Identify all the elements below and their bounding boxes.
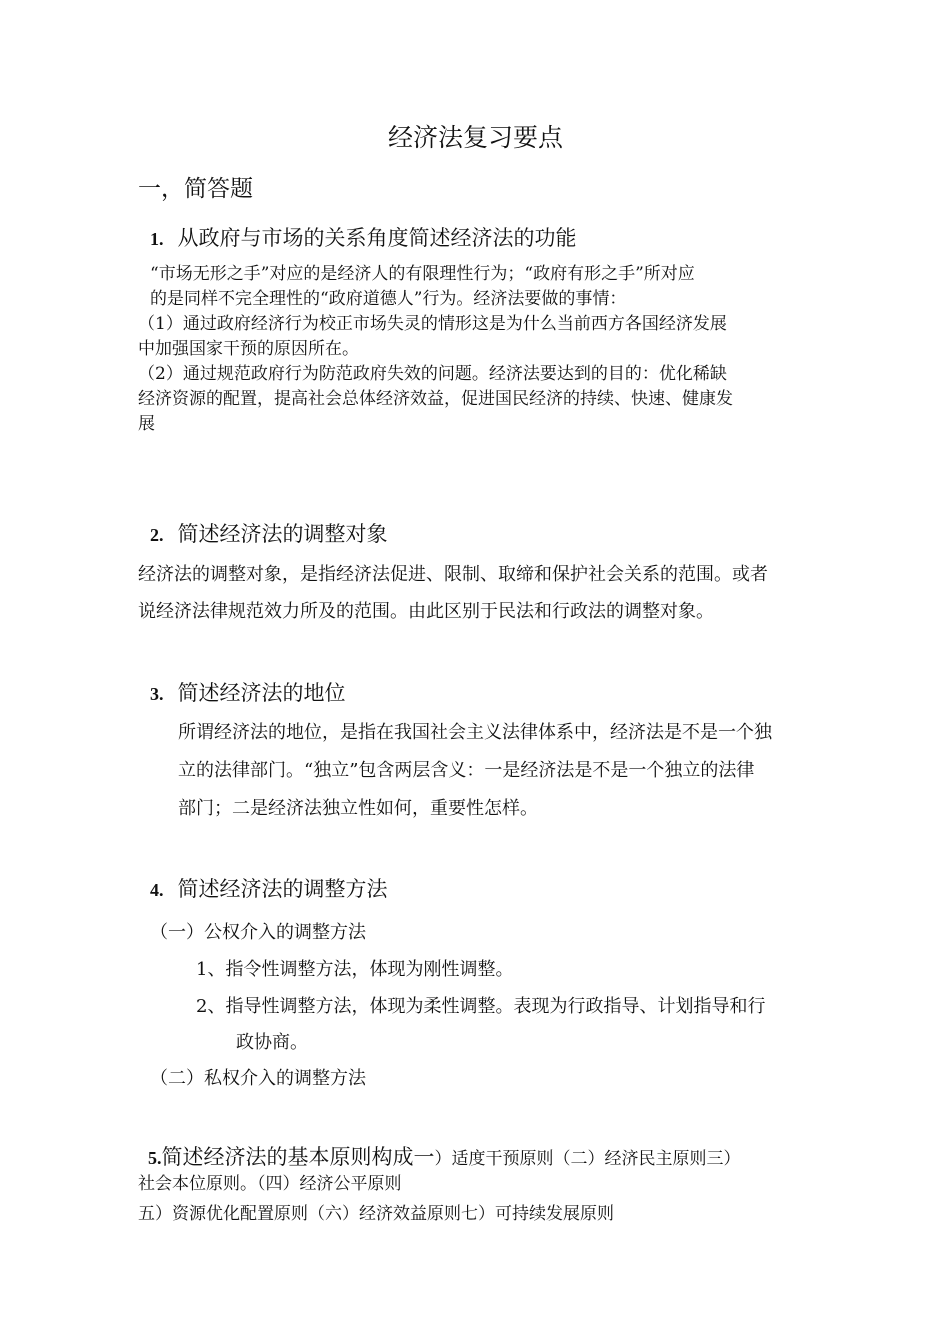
question-5-line-1-rest: ）适度干预原则（二）经济民主原则三）: [434, 1149, 741, 1169]
question-5-line-1: [148, 1141, 741, 1171]
question-4-heading: [150, 873, 388, 903]
question-1-heading: [150, 222, 577, 252]
q2-line: 说经济法律规范效力所及的范围。由此区别于民法和行政法的调整对象。: [138, 601, 714, 622]
question-2-number: 2.: [150, 525, 164, 545]
question-1-title: 从政府与市场的关系角度简述经济法的功能: [177, 226, 577, 250]
q1-line: “市场无形之手”对应的是经济人的有限理性行为；“政府有形之手”所对应: [150, 264, 695, 284]
question-5-line-3: 五）资源优化配置原则（六）经济效益原则七）可持续发展原则: [138, 1204, 614, 1224]
question-2-heading: [150, 518, 388, 548]
q1-line: 经济资源的配置，提高社会总体经济效益，促进国民经济的持续、快速、健康发: [138, 389, 733, 409]
question-5-number: 5.: [148, 1148, 162, 1168]
question-1-number: 1.: [150, 229, 164, 249]
q4-subheading-2: （二）私权介入的调整方法: [150, 1068, 366, 1089]
question-3-number: 3.: [150, 684, 164, 704]
question-4-number: 4.: [150, 880, 164, 900]
q3-line: 部门；二是经济法独立性如何，重要性怎样。: [178, 798, 538, 819]
question-3-heading: [150, 677, 346, 707]
question-5-title: 简述经济法的基本原则构成一: [161, 1145, 435, 1169]
page-title: 经济法复习要点: [388, 123, 564, 152]
q1-line: 展: [138, 414, 155, 434]
q3-line: 所谓经济法的地位，是指在我国社会主义法律体系中，经济法是不是一个独: [178, 722, 772, 743]
q1-line: 中加强国家干预的原因所在。: [138, 339, 359, 359]
section-heading: 一，简答题: [138, 176, 253, 202]
q4-item-1: 1、指令性调整方法，体现为刚性调整。: [196, 959, 514, 980]
question-4-title: 简述经济法的调整方法: [177, 877, 388, 901]
q2-line: 经济法的调整对象，是指经济法促进、限制、取缔和保护社会关系的范围。或者: [138, 564, 768, 585]
q3-line: 立的法律部门。“独立”包含两层含义：一是经济法是不是一个独立的法律: [178, 760, 755, 781]
question-5-line-2: 社会本位原则。（四）经济公平原则: [138, 1174, 402, 1194]
q1-line: 的是同样不完全理性的“政府道德人”行为。经济法要做的事情：: [150, 289, 627, 309]
q4-item-2-cont: 政协商。: [236, 1032, 308, 1053]
question-3-title: 简述经济法的地位: [177, 681, 346, 705]
question-2-title: 简述经济法的调整对象: [177, 522, 388, 546]
q1-line: （1）通过政府经济行为校正市场失灵的情形这是为什么当前西方各国经济发展: [138, 314, 727, 334]
q4-item-2: 2、指导性调整方法，体现为柔性调整。表现为行政指导、计划指导和行: [196, 996, 766, 1017]
q4-subheading-1: （一）公权介入的调整方法: [150, 922, 366, 943]
q1-line: （2）通过规范政府行为防范政府失效的问题。经济法要达到的目的：优化稀缺: [138, 364, 727, 384]
